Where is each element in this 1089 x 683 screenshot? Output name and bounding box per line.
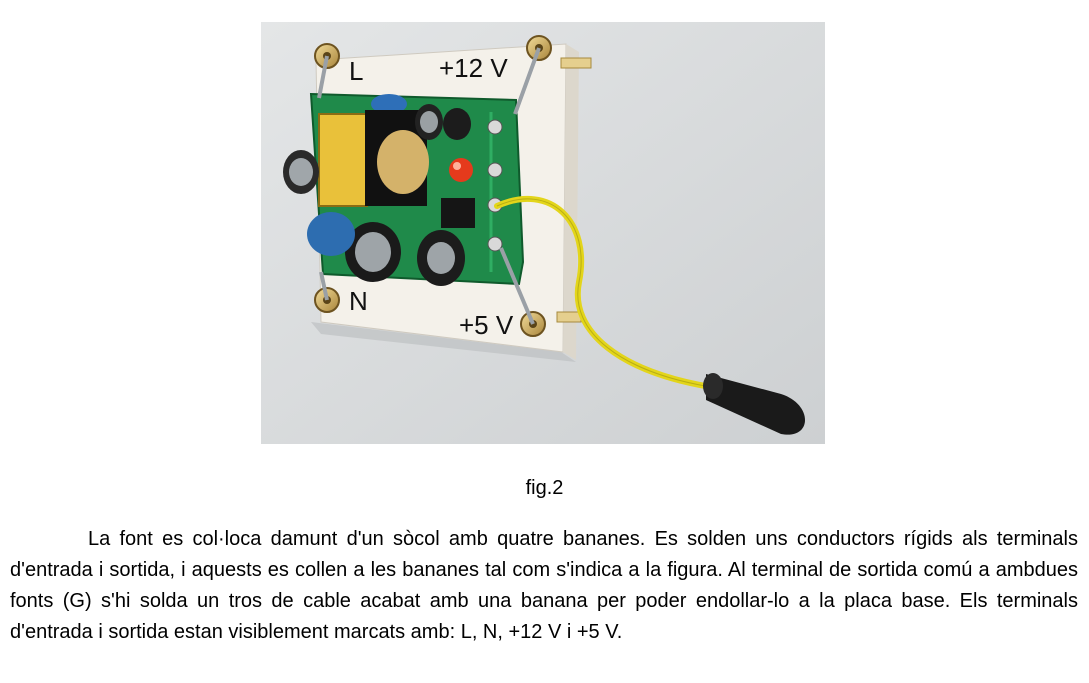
figure-caption: fig.2 — [525, 477, 564, 499]
description-paragraph: La font es col·loca damunt d'un sòcol amb quatre bananes. Es solden uns conductors rígids als terminals d'entrada i sortida, i aquests es collen a les bananes tal com s'indica a la figura. Al terminal de sortida comú a ambdues fonts (G) s'hi solda un tros de cable acabat amb una banana per poder endollar-lo a la placa base. Els terminals d'entrada i sortida estan visiblement marcats amb: L, N, +12 V i +5 V. — [10, 528, 1078, 643]
label-plus5: +5 V — [459, 310, 514, 340]
figure-photo — [261, 22, 825, 444]
label-n: N — [349, 286, 368, 316]
power-module-illustration — [261, 22, 825, 444]
label-plus12: +12 V — [439, 53, 508, 83]
label-l: L — [349, 56, 364, 86]
